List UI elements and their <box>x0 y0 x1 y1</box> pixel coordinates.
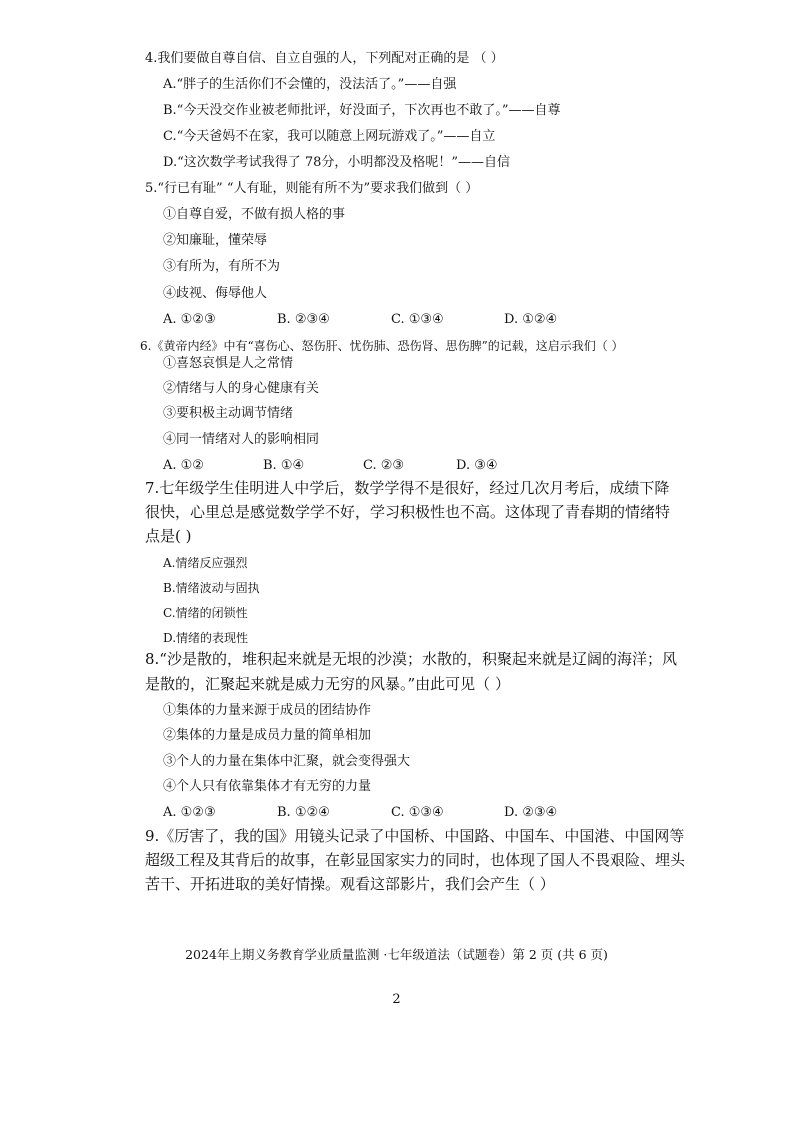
question-7-stem-line-2: 很快，心里总是感觉数学学不好，学习积极性也不高。这体现了青春期的情绪特 <box>145 503 671 521</box>
question-4-option-b: B.“今天没交作业被老师批评，好没面子，下次再也不敢了。”——自尊 <box>163 103 561 118</box>
question-8-option-c: C. ①③④ <box>391 805 444 820</box>
question-8-item-2: ②集体的力量是成员力量的简单相加 <box>163 728 372 743</box>
question-5-options <box>0 312 793 328</box>
question-8-option-a: A. ①②③ <box>163 805 216 820</box>
question-9-stem-line-2: 超级工程及其背后的故事，在彰显国家实力的同时，也体现了国人不畏艰险、埋头 <box>145 851 686 869</box>
question-5-stem: 5.“行已有耻” “人有耻，则能有所不为”要求我们做到（ ） <box>145 181 479 196</box>
question-5-option-d: D. ①②④ <box>504 312 558 327</box>
question-6-option-b: B. ①④ <box>263 458 305 473</box>
question-5-item-3: ③有所为，有所不为 <box>163 259 281 274</box>
page-footer: 2024年上期义务教育学业质量监测 ·七年级道法（试题卷）第 2 页 (共 6 页) <box>185 947 608 962</box>
question-8-item-4: ④个人只有依靠集体才有无穷的力量 <box>163 779 372 794</box>
page-number: 2 <box>392 992 401 1007</box>
question-9-stem-line-1: 9.《厉害了，我的国》用镜头记录了中国桥、中国路、中国车、中国港、中国网等 <box>145 827 685 845</box>
question-6-stem: 6.《黄帝内经》中有“喜伤心、怒伤肝、忧伤肺、恐伤肾、思伤脾”的记载，这启示我们（ ） <box>140 339 624 353</box>
question-7-option-d: D.情绪的表现性 <box>163 631 249 645</box>
question-6-options <box>0 458 793 474</box>
question-4-option-d: D.“这次数学考试我得了 78分，小明都没及格呢！”——自信 <box>163 155 511 170</box>
question-8-item-3: ③个人的力量在集体中汇聚，就会变得强大 <box>163 754 411 769</box>
question-8-stem-line-1: 8.“沙是散的，堆积起来就是无垠的沙漠；水散的，积聚起来就是辽阔的海洋；风 <box>145 650 677 668</box>
question-8-stem-line-2: 是散的，汇聚起来就是威力无穷的风暴。”由此可见（ ） <box>145 675 510 693</box>
question-6-item-1: ①喜怒哀惧是人之常情 <box>163 356 294 371</box>
question-6-option-a: A. ①② <box>163 458 204 473</box>
question-8-options <box>0 805 793 821</box>
question-7-option-c: C.情绪的闭锁性 <box>163 606 248 620</box>
question-7-option-a: A.情绪反应强烈 <box>163 556 248 570</box>
question-4-option-c: C.“今天爸妈不在家，我可以随意上网玩游戏了。”——自立 <box>163 129 496 144</box>
question-5-item-1: ①自尊自爱，不做有损人格的事 <box>163 207 346 222</box>
question-5-item-4: ④歧视、侮辱他人 <box>163 286 268 301</box>
question-6-option-d: D. ③④ <box>456 458 498 473</box>
question-7-option-b: B.情绪波动与固执 <box>163 581 260 595</box>
question-4-stem: 4.我们要做自尊自信、自立自强的人，下列配对正确的是 （ ） <box>145 51 504 66</box>
question-5-option-c: C. ①③④ <box>391 312 444 327</box>
question-5-option-b: B. ②③④ <box>277 312 330 327</box>
question-5-item-2: ②知廉耻，懂荣辱 <box>163 233 268 248</box>
question-6-option-c: C. ②③ <box>363 458 405 473</box>
question-8-option-d: D. ②③④ <box>504 805 558 820</box>
question-9-stem-line-3: 苦干、开拓进取的美好情操。观看这部影片，我们会产生（ ） <box>145 875 555 893</box>
question-7-stem-line-3: 点是( ) <box>145 527 192 545</box>
question-8-option-b: B. ①②④ <box>277 805 330 820</box>
question-8-item-1: ①集体的力量来源于成员的团结协作 <box>163 703 372 718</box>
question-4-option-a: A.“胖子的生活你们不会懂的，没法活了。”——自强 <box>163 77 457 92</box>
question-7-stem-line-1: 7.七年级学生佳明进人中学后，数学学得不是很好，经过几次月考后，成绩下降 <box>145 479 670 497</box>
question-5-option-a: A. ①②③ <box>163 312 216 327</box>
question-6-item-3: ③要积极主动调节情绪 <box>163 406 294 421</box>
question-6-item-2: ②情绪与人的身心健康有关 <box>163 381 320 396</box>
question-6-item-4: ④同一情绪对人的影响相同 <box>163 432 320 447</box>
